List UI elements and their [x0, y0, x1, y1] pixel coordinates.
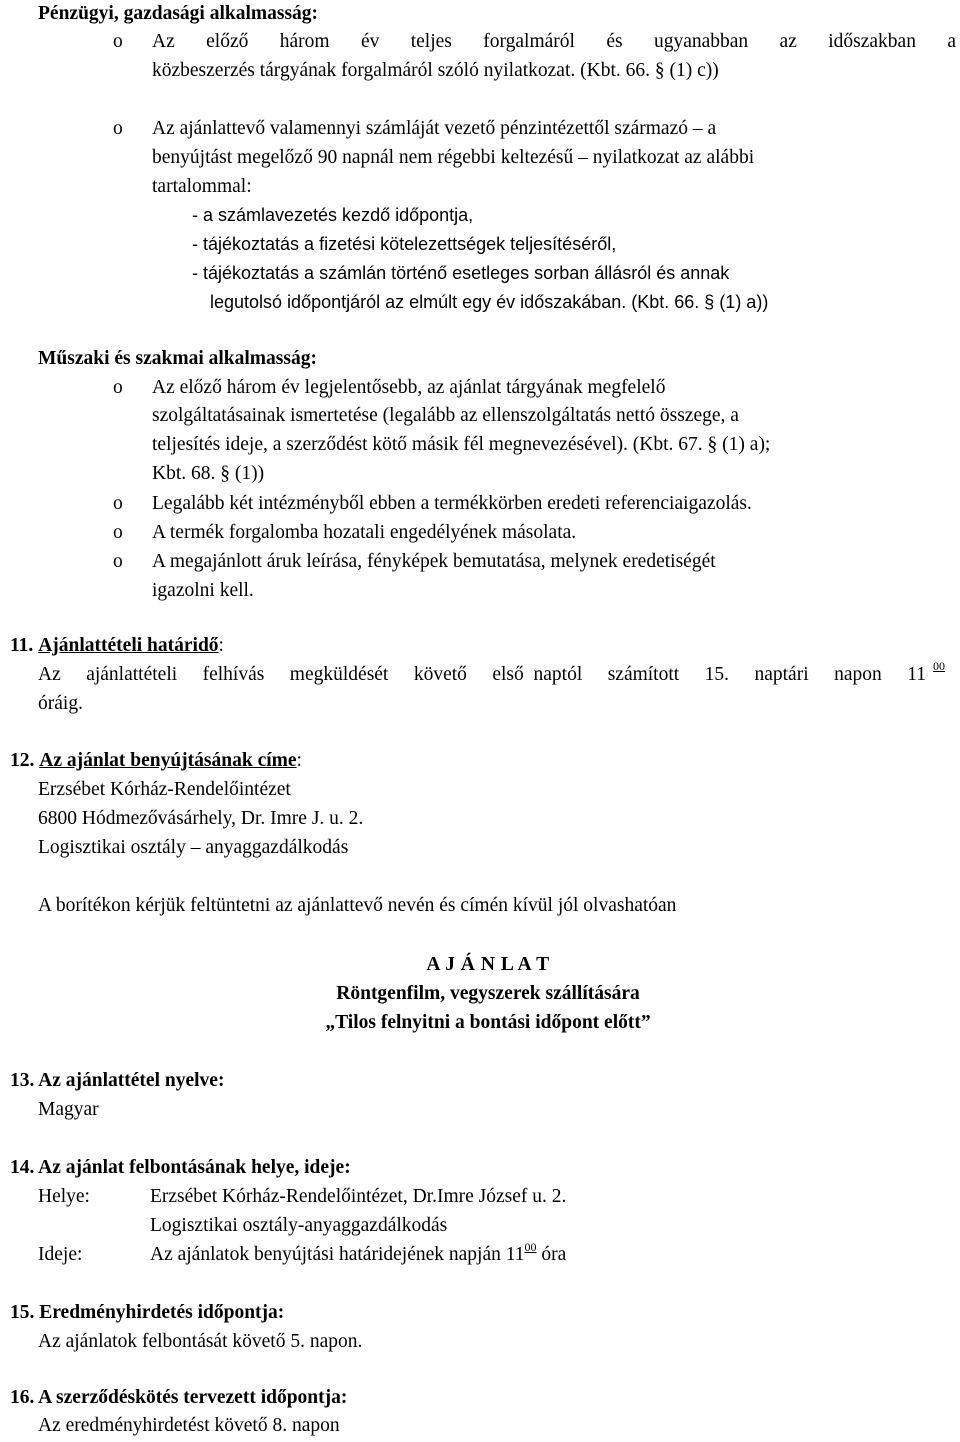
- list-bullet: o: [113, 493, 123, 514]
- section-14-heading: 14. Az ajánlat felbontásának helye, ideje:: [10, 1157, 351, 1178]
- section-11-word: Az: [38, 664, 61, 685]
- section-12-heading: [10, 749, 302, 773]
- technical-item-4-line-1: A megajánlott áruk leírása, fényképek bemutatása, melynek eredetiségét: [152, 551, 716, 572]
- section-11-text-line-2: óráig.: [38, 693, 83, 714]
- place-label: Helye:: [38, 1186, 90, 1207]
- technical-item-2: Legalább két intézményből ebben a termékkörben eredeti referenciaigazolás.: [152, 493, 752, 514]
- financial-item-1-word: időszakban: [828, 31, 916, 52]
- section-11-word: felhívás: [202, 664, 265, 685]
- envelope-subject: Röntgenfilm, vegyszerek szállítására: [336, 983, 640, 1004]
- financial-item-1-word: év: [360, 31, 380, 52]
- section-11-colon: :: [218, 635, 224, 656]
- section-13-heading: 13. Az ajánlattétel nyelve:: [10, 1070, 225, 1091]
- section-11-word: követő: [413, 664, 467, 685]
- section-15-value: Az ajánlatok felbontását követő 5. napon.: [38, 1331, 363, 1352]
- financial-item-1-word: a: [947, 31, 956, 52]
- section-11-title: Ajánlattételi határidő: [38, 635, 219, 656]
- list-bullet: o: [113, 377, 123, 398]
- section-15-heading: 15. Eredményhirdetés időpontja:: [10, 1302, 285, 1323]
- technical-item-4-line-2: igazolni kell.: [152, 580, 254, 601]
- financial-item-2-line-2: benyújtást megelőző 90 napnál nem régebbi keltezésű – nyilatkozat az alábbi: [152, 147, 755, 168]
- financial-item-2-line-3: tartalommal:: [152, 176, 252, 197]
- place-line-1: Erzsébet Kórház-Rendelőintézet, Dr.Imre József u. 2.: [150, 1186, 567, 1207]
- section-16-value: Az eredményhirdetést követő 8. napon: [38, 1415, 340, 1436]
- section-11-heading: [10, 634, 224, 658]
- financial-item-1-word: Az: [152, 31, 175, 52]
- envelope-instruction: A borítékon kérjük feltüntetni az ajánlattevő nevén és címén kívül jól olvashatóan: [38, 895, 677, 916]
- section-11-word: ajánlattételi: [86, 664, 178, 685]
- time-value: [150, 1240, 567, 1268]
- financial-sub-item-3-cont: legutolsó időpontjáról az elmúlt egy év időszakában. (Kbt. 66. § (1) a)): [210, 292, 769, 312]
- financial-sub-item-1: - a számlavezetés kezdő időpontja,: [192, 205, 474, 225]
- address-line-2: 6800 Hódmezővásárhely, Dr. Imre J. u. 2.: [38, 808, 364, 829]
- technical-item-1-line-2: szolgáltatásainak ismertetése (legalább az ellenszolgáltatás nettó összege, a: [152, 405, 739, 426]
- section-12-colon: :: [296, 750, 302, 771]
- section-13-value: Magyar: [38, 1099, 99, 1120]
- financial-item-1-word: ugyanabban: [653, 31, 749, 52]
- financial-heading: Pénzügyi, gazdasági alkalmasság:: [38, 3, 319, 24]
- financial-item-1-word: teljes: [410, 31, 452, 52]
- address-line-3: Logisztikai osztály – anyaggazdálkodás: [38, 837, 349, 858]
- financial-item-1-word: előző: [206, 31, 249, 52]
- section-11-superscript: 00: [933, 659, 945, 673]
- section-16-heading: 16. A szerződéskötés tervezett időpontja:: [10, 1387, 348, 1408]
- time-label: Ideje:: [38, 1244, 83, 1265]
- technical-item-1-line-4: Kbt. 68. § (1)): [152, 463, 265, 484]
- financial-item-1-word: az: [779, 31, 797, 52]
- financial-item-1-word: és: [606, 31, 623, 52]
- section-12-number: 12.: [10, 750, 35, 771]
- list-bullet: o: [113, 522, 123, 543]
- time-superscript: 00: [524, 1240, 537, 1254]
- technical-item-1-line-1: Az előző három év legjelentősebb, az ajánlat tárgyának megfelelő: [152, 377, 666, 398]
- section-11-word: naptári: [754, 664, 809, 685]
- address-line-1: Erzsébet Kórház-Rendelőintézet: [38, 779, 291, 800]
- envelope-warning: „Tilos felnyitni a bontási időpont előtt”: [325, 1012, 651, 1033]
- financial-item-1-line-2: közbeszerzés tárgyának forgalmáról szóló nyilatkozat. (Kbt. 66. § (1) c)): [152, 60, 719, 81]
- section-11-word: számított: [607, 664, 680, 685]
- section-12-title: Az ajánlat benyújtásának címe: [39, 750, 297, 771]
- section-11-word: 11: [907, 664, 926, 685]
- financial-sub-item-2: - tájékoztatás a fizetési kötelezettségek teljesítéséről,: [192, 234, 617, 254]
- envelope-title: A J Á N L A T: [426, 954, 550, 975]
- section-11-word: 15.: [704, 664, 730, 685]
- technical-heading: Műszaki és szakmai alkalmasság:: [38, 348, 317, 369]
- time-value-text: Az ajánlatok benyújtási határidejének napján 11: [150, 1244, 525, 1265]
- section-11-word: első naptól: [492, 664, 583, 685]
- financial-item-2-line-1: Az ajánlattevő valamennyi számláját vezető pénzintézettől származó – a: [152, 118, 717, 139]
- list-bullet: o: [113, 118, 123, 139]
- financial-item-1-word: forgalmáról: [483, 31, 575, 52]
- time-suffix: óra: [536, 1244, 567, 1265]
- list-bullet: o: [113, 551, 123, 572]
- technical-item-3: A termék forgalomba hozatali engedélyének másolata.: [152, 522, 577, 543]
- place-line-2: Logisztikai osztály-anyaggazdálkodás: [150, 1215, 448, 1236]
- financial-item-1-line-1: [152, 30, 956, 54]
- section-11-word: napon: [834, 664, 882, 685]
- section-11-word: megküldését: [289, 664, 389, 685]
- technical-item-1-line-3: teljesítés ideje, a szerződést kötő másik fél megnevezésével). (Kbt. 67. § (1) a);: [152, 434, 771, 455]
- list-bullet: o: [113, 31, 123, 52]
- financial-sub-item-3: - tájékoztatás a számlán történő esetleges sorban állásról és annak: [192, 263, 730, 283]
- section-11-text-line-1: [38, 659, 956, 687]
- section-11-number: 11.: [10, 635, 34, 656]
- financial-item-1-word: három: [279, 31, 330, 52]
